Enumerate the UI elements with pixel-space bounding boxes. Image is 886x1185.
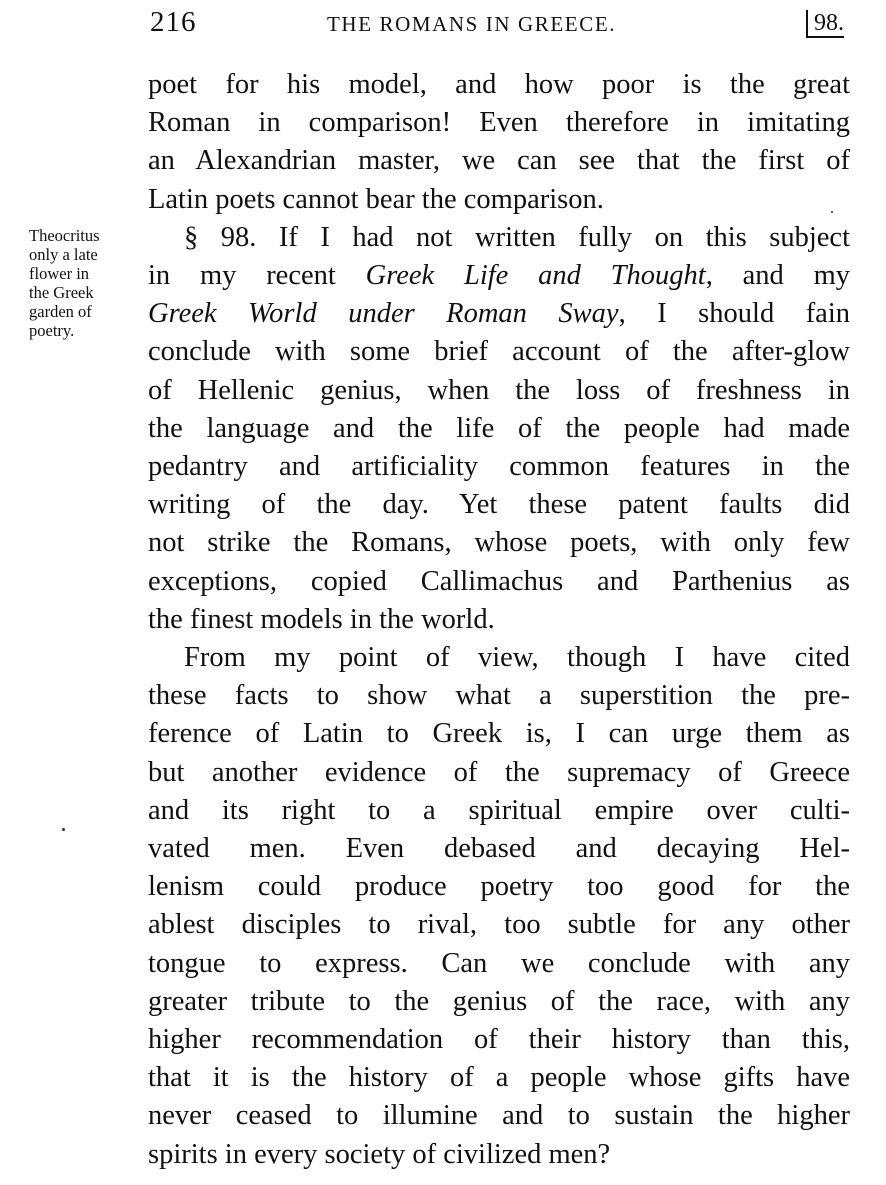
text-line: but another evidence of the supremacy of Greece bbox=[148, 756, 850, 788]
text-line: never ceased to illumine and to sustain the higher bbox=[148, 1100, 850, 1132]
text-line bbox=[148, 257, 850, 295]
text-line: Roman in comparison! Even therefore in imitating bbox=[148, 107, 850, 139]
text-run: , and my bbox=[705, 260, 850, 292]
running-title: THE ROMANS IN GREECE. bbox=[327, 12, 617, 36]
text-line: an Alexandrian master, we can see that the first of bbox=[148, 145, 850, 177]
text-line: poet for his model, and how poor is the great bbox=[148, 69, 850, 100]
section-98-start: § 98. If I had not written fully on this subject bbox=[184, 221, 850, 253]
text-line: ablest disciples to rival, too subtle for any other bbox=[148, 909, 850, 941]
text-line: Latin poets cannot bear the comparison. bbox=[148, 183, 604, 215]
margin-note-line: Theocritus bbox=[29, 226, 100, 245]
text-line: vated men. Even debased and decaying Hel- bbox=[148, 833, 850, 865]
margin-note bbox=[29, 226, 141, 340]
text-line: lenism could produce poetry too good for the bbox=[148, 871, 850, 903]
margin-note-line: only a late bbox=[29, 245, 98, 264]
print-speck bbox=[62, 828, 65, 831]
print-speck bbox=[831, 211, 833, 213]
text-line: that it is the history of a people whose gifts have bbox=[148, 1062, 850, 1094]
text-line: the language and the life of the people had made bbox=[148, 412, 850, 444]
text-line: ference of Latin to Greek is, I can urge them as bbox=[148, 718, 850, 750]
text-line: tongue to express. Can we conclude with any bbox=[148, 947, 850, 979]
text-line: not strike the Romans, whose poets, with only few bbox=[148, 527, 850, 559]
text-line bbox=[148, 295, 850, 333]
margin-note-line: poetry. bbox=[29, 321, 75, 340]
text-run: , I should fain bbox=[618, 298, 850, 330]
text-line: greater tribute to the genius of the race, with any bbox=[148, 985, 850, 1017]
book-title-greek-world: Greek World under Roman Sway bbox=[148, 298, 619, 330]
text-line: spirits in every society of civilized men? bbox=[148, 1138, 611, 1170]
text-line: these facts to show what a superstition the pre- bbox=[148, 680, 850, 712]
text-line: higher recommendation of their history than this, bbox=[148, 1024, 850, 1056]
margin-note-line: garden of bbox=[29, 302, 92, 321]
text-line: exceptions, copied Callimachus and Parthenius as bbox=[148, 565, 850, 597]
body-text bbox=[148, 66, 850, 1174]
text-line: and its right to a spiritual empire over culti- bbox=[148, 794, 850, 826]
text-line: the finest models in the world. bbox=[148, 603, 495, 635]
text-line: of Hellenic genius, when the loss of freshness in bbox=[148, 374, 850, 406]
text-line: conclude with some brief account of the after-glow bbox=[148, 336, 850, 368]
section-reference: 98. bbox=[806, 10, 844, 38]
margin-note-line: the Greek bbox=[29, 283, 94, 302]
page-number: 216 bbox=[150, 6, 197, 38]
text-run: in my recent bbox=[148, 260, 366, 292]
book-title-greek-life: Greek Life and Thought bbox=[365, 260, 706, 292]
text-line: writing of the day. Yet these patent faults did bbox=[148, 489, 850, 521]
page-header bbox=[0, 0, 886, 44]
margin-note-line: flower in bbox=[29, 264, 90, 283]
paragraph-start: From my point of view, though I have cited bbox=[184, 642, 850, 674]
text-line: pedantry and artificiality common features in the bbox=[148, 451, 850, 483]
